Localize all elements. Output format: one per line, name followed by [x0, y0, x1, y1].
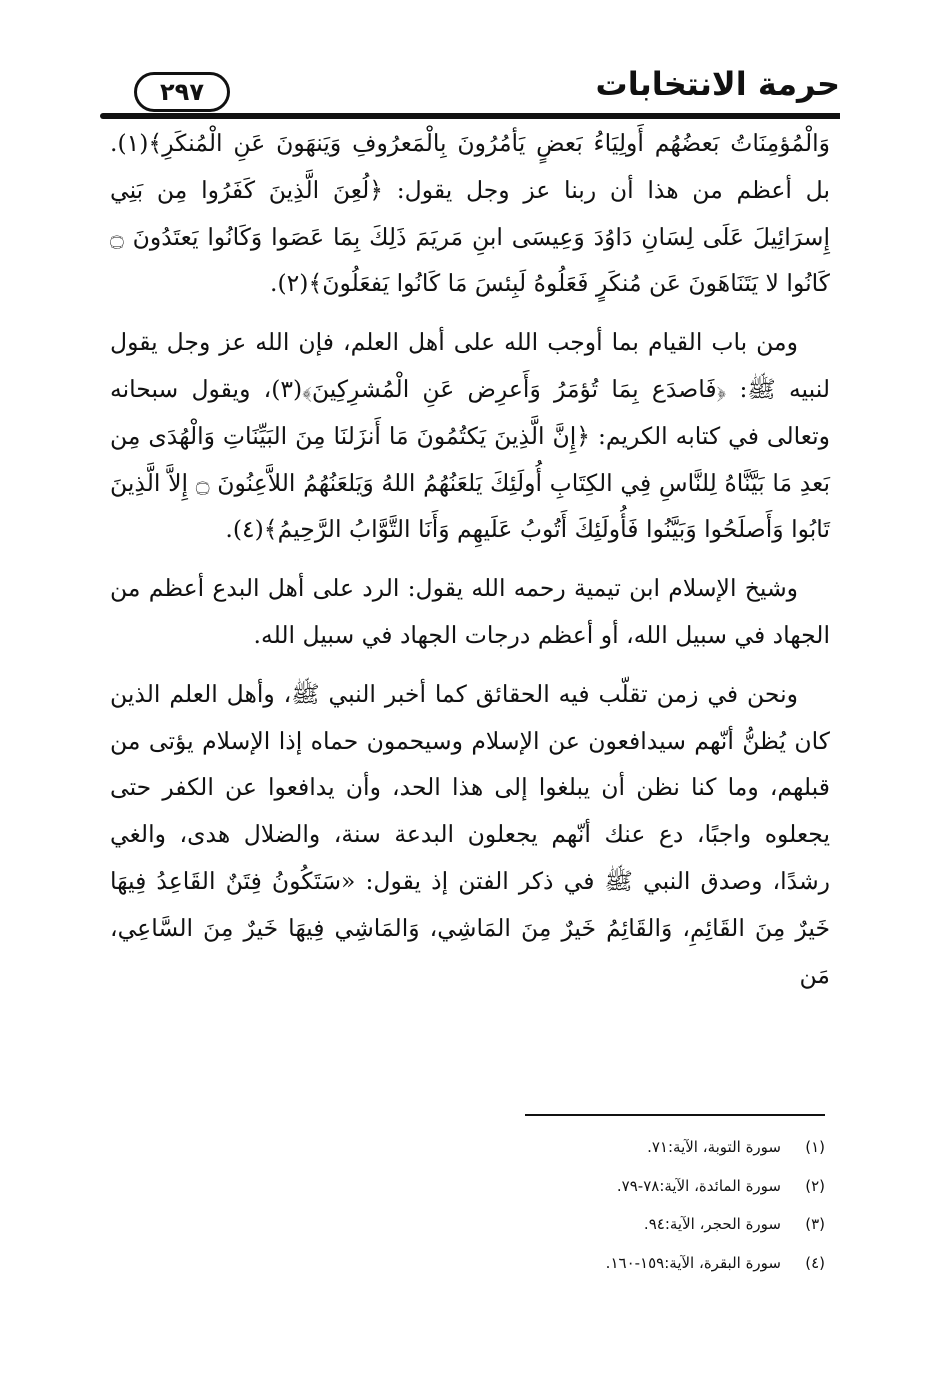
footnote: [405, 1128, 825, 1167]
footnote-text: سورة المائدة، الآية:٧٨-٧٩.: [616, 1176, 781, 1195]
footnote: [405, 1244, 825, 1283]
footnote-number: (٤): [805, 1253, 825, 1272]
footnote-separator: [525, 1114, 825, 1116]
footnote: [405, 1205, 825, 1244]
body-text: [110, 120, 830, 1010]
footnote-text: سورة الحجر، الآية:٩٤.: [643, 1215, 781, 1233]
running-title: حرمة الانتخابات: [595, 65, 840, 103]
paragraph: ونحن في زمن تقلّب فيه الحقائق كما أخبر النبي ﷺ، وأهل العلم الذين كان يُظنُّ أنّهم سيدافعون عن الإسلام وسيحمون حماه إذا الإسلام يؤتى من قبلهم، وما كنا نظن أن يبلغوا إلى هذا الحد، وأن يدافعوا عن الكفر حتى يجعلوه واجبًا، دع عنك أنّهم يجعلون البدعة سنة، والضلال هدى، والغي رشدًا، وصدق النبي ﷺ في ذكر الفتن إذ يقول: «سَتَكُونُ فِتَنٌ القَاعِدُ فِيهَا خَيرٌ مِنَ القَائِمِ، وَالقَائِمُ خَيرٌ مِنَ المَاشِي، وَالمَاشِي فِيهَا خَيرٌ مِنَ السَّاعِي، مَن: [110, 679, 830, 989]
footnote-number: (١): [805, 1138, 825, 1156]
page-number: ٢٩٧: [134, 72, 230, 112]
footnote-number: (٢): [805, 1176, 825, 1195]
footnotes: [405, 1128, 825, 1282]
footnote-text: سورة البقرة، الآية:١٥٩-١٦٠.: [605, 1253, 781, 1272]
paragraph: وَالْمُؤمِنَاتُ بَعضُهُم أَولِيَاءُ بَعضٍ يَأمُرُونَ بِالْمَعرُوفِ وَيَنهَونَ عَنِ الْمُنكَرِ﴾(١). بل أعظم من هذا أن ربنا عز وجل يقول: ﴿لُعِنَ الَّذِينَ كَفَرُوا مِن بَنِي إِسرَائِيلَ عَلَى لِسَانِ دَاوُدَ وَعِيسَى ابنِ مَريَمَ ذَلِكَ بِمَا عَصَوا وَكَانُوا يَعتَدُونَ ۝ كَانُوا لا يَتَنَاهَونَ عَن مُنكَرٍ فَعَلُوهُ لَبِئسَ مَا كَانُوا يَفعَلُونَ﴾(٢).: [110, 129, 830, 298]
paragraph: ومن باب القيام بما أوجب الله على أهل العلم، فإن الله عز وجل يقول لنبيه ﷺ: ﴿فَاصدَع بِمَا تُؤمَرُ وَأَعرِض عَنِ الْمُشرِكِينَ﴾(٣)، ويقول سبحانه وتعالى في كتابه الكريم: ﴿إِنَّ الَّذِينَ يَكتُمُونَ مَا أَنزَلنَا مِنَ البَيِّنَاتِ وَالْهُدَى مِن بَعدِ مَا بَيَّنَّاهُ لِلنَّاسِ فِي الكِتَابِ أُولَئِكَ يَلعَنُهُمُ اللهُ وَيَلعَنُهُمُ اللاَّعِنُونَ ۝ إِلاَّ الَّذِينَ تَابُوا وَأَصلَحُوا وَبَيَّنُوا فَأُولَئِكَ أَتُوبُ عَلَيهِم وَأَنَا التَّوَّابُ الرَّحِيمُ﴾(٤).: [110, 328, 830, 544]
header-rule: [100, 113, 840, 119]
footnote: [405, 1167, 825, 1206]
footnote-text: سورة التوبة، الآية:٧١.: [647, 1138, 781, 1156]
page-header: [100, 58, 840, 122]
footnote-number: (٣): [805, 1215, 825, 1233]
paragraph: وشيخ الإسلام ابن تيمية رحمه الله يقول: الرد على أهل البدع أعظم من الجهاد في سبيل الله، أو أعظم درجات الجهاد في سبيل الله.: [110, 574, 830, 649]
